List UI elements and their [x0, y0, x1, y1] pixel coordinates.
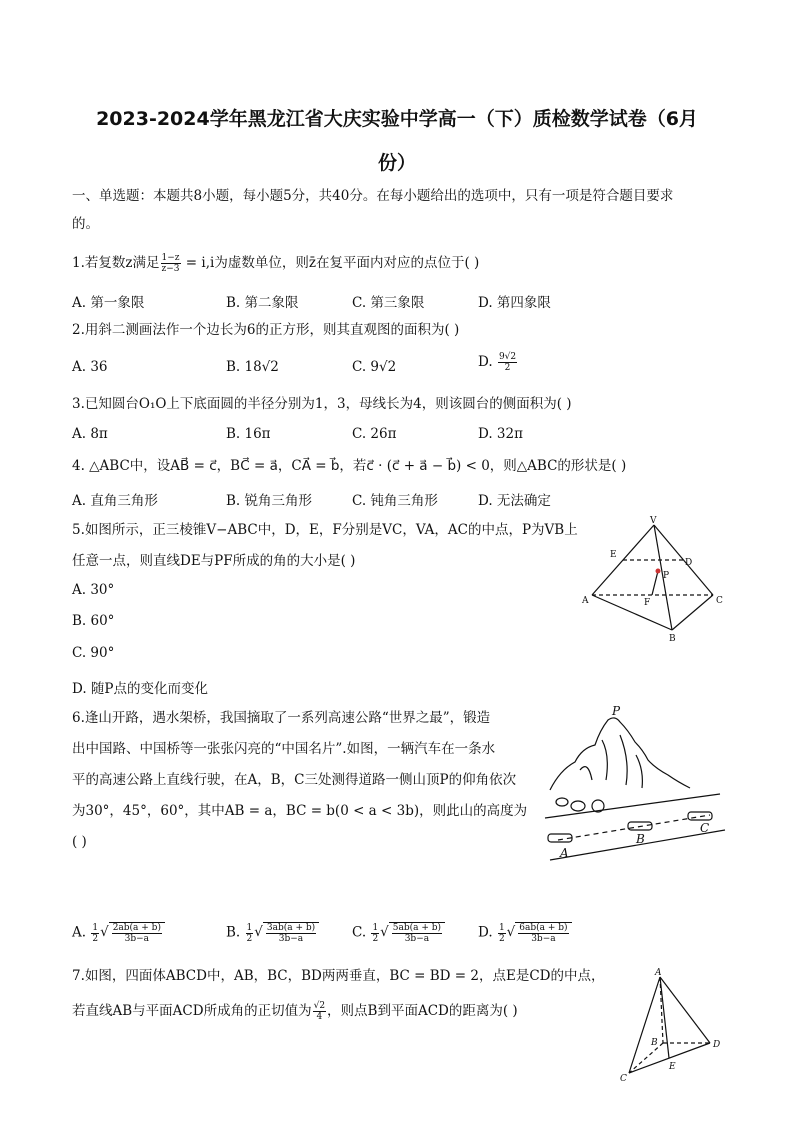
- q6-stem-line4: 为30°，45°，60°，其中AB = a，BC = b(0 < a < 3b)，则此山的高度为: [72, 803, 528, 819]
- q6-stem-line5: ( ): [72, 834, 87, 850]
- q7-tetrahedron-figure: [615, 965, 730, 1085]
- q2-option-d-frac: [498, 352, 517, 373]
- mountain-ridge-2: [602, 740, 607, 780]
- q4-option-a[interactable]: A. 直角三角形: [72, 493, 158, 509]
- q4-stem: 4. △ABC中，设AB⃗ = c⃗，BC⃗ = a⃗，CA⃗ = b⃗，若c⃗ · (c⃗ + a⃗ − b⃗) < 0，则△ABC的形状是( ): [72, 458, 627, 474]
- q3-option-a[interactable]: A. 8π: [72, 426, 108, 442]
- point-p: [656, 569, 661, 574]
- q1-frac-num: 1−z: [161, 253, 180, 263]
- q5-option-a[interactable]: A. 30°: [72, 582, 115, 598]
- label-e: E: [669, 1062, 676, 1072]
- q5-pyramid-figure: [580, 515, 730, 645]
- q5-stem-line2: 任意一点，则直线DE与PF所成的角的大小是( ): [72, 553, 356, 569]
- q7-stem-line2: [72, 1001, 518, 1022]
- page-title-line1: 2023-2024学年黑龙江省大庆实验中学高一（下）质检数学试卷（6月: [96, 108, 698, 130]
- mountain-ridge-4: [636, 755, 642, 788]
- q1-frac-den: z−3: [161, 264, 180, 274]
- section-header-line1: 一、单选题：本题共8小题，每小题5分，共40分。在每小题给出的选项中，只有一项是符合题目要求: [72, 188, 674, 204]
- q6-d-prefix: D.: [478, 924, 497, 941]
- edge-ab: [592, 595, 672, 630]
- mountain-ridge-1: [580, 767, 592, 780]
- q3-stem: 3.已知圆台O₁O上下底面圆的半径分别为1，3，母线长为4，则该圆台的侧面积为( ): [72, 396, 572, 412]
- segment-ae: [660, 977, 669, 1058]
- q2-option-d[interactable]: [478, 352, 518, 373]
- car-c: [688, 812, 712, 820]
- q3-option-b[interactable]: B. 16π: [226, 426, 271, 442]
- q6-c-rad-den: 3b−a: [404, 934, 430, 944]
- q2-stem: 2.用斜二测画法作一个边长为6的正方形，则其直观图的面积为( ): [72, 322, 460, 338]
- q6-b-rad-den: 3b−a: [278, 934, 304, 944]
- q6-d-rad-num: 6ab(a + b): [519, 923, 568, 933]
- q1-stem-b: = i,i为虚数单位，则z̄在复平面内对应的点位于( ): [181, 255, 480, 271]
- q6-stem-line3: 平的高速公路上直线行驶，在A，B，C三处测得道路一侧山顶P的仰角依次: [72, 772, 517, 788]
- q4-option-d[interactable]: D. 无法确定: [478, 493, 551, 509]
- q1-option-c[interactable]: C. 第三象限: [352, 295, 425, 311]
- q6-mountain-figure: [540, 700, 730, 865]
- label-p: P: [663, 571, 670, 581]
- q7-stem-line2b: ，则点B到平面ACD的距离为( ): [327, 1003, 518, 1019]
- label-a: A: [655, 968, 662, 978]
- q2-option-a[interactable]: A. 36: [72, 359, 108, 375]
- q2-option-b[interactable]: B. 18√2: [226, 359, 279, 375]
- mountain-ridge-3: [620, 735, 627, 785]
- q6-d-half: [498, 923, 506, 944]
- label-c: C: [700, 821, 710, 835]
- q1-option-a[interactable]: A. 第一象限: [72, 295, 145, 311]
- q6-a-prefix: A.: [72, 924, 91, 941]
- label-c: C: [716, 596, 723, 606]
- label-f: F: [644, 598, 651, 608]
- q6-option-b[interactable]: [226, 922, 319, 944]
- q6-d-radical: √ $\frac{6ab(a + b)}{3b-a}$: [507, 922, 572, 944]
- q7-frac-den: 4: [316, 1012, 323, 1022]
- q6-stem-line2: 出中国路、中国桥等一张张闪亮的“中国名片”.如图，一辆汽车在一条水: [72, 741, 496, 757]
- segment-pf: [652, 571, 658, 595]
- label-b: B: [651, 1038, 658, 1048]
- q6-a-radical: √ $\frac{2ab(a + b)}{3b-a}$: [100, 922, 165, 944]
- q2-d-den: 2: [504, 363, 511, 373]
- rock-1: [556, 798, 568, 806]
- q6-d-half-den: 2: [498, 933, 505, 944]
- q6-b-half-num: 1: [246, 922, 253, 933]
- label-a: A: [560, 846, 569, 860]
- q1-option-b[interactable]: B. 第二象限: [226, 295, 299, 311]
- q1-stem-a: 1.若复数z满足: [72, 255, 160, 271]
- edge-bc: [672, 595, 713, 630]
- q1-stem: [72, 253, 479, 274]
- q6-a-half-num: 1: [92, 922, 99, 933]
- q6-b-rad-num: 3ab(a + b): [266, 923, 316, 933]
- label-e: E: [610, 550, 617, 560]
- q6-c-rad-num: 5ab(a + b): [392, 923, 442, 933]
- label-b: B: [636, 832, 645, 846]
- q3-option-d[interactable]: D. 32π: [478, 426, 523, 442]
- q6-a-half: [91, 923, 99, 944]
- label-p: P: [612, 704, 621, 718]
- q6-c-half-den: 2: [372, 933, 379, 944]
- label-c: C: [620, 1074, 627, 1084]
- q6-option-a[interactable]: [72, 922, 165, 944]
- section-header-line2: 的。: [72, 216, 99, 232]
- q7-stem-line1: 7.如图，四面体ABCD中，AB，BC，BD两两垂直，BC = BD = 2，点E是CD的中点，: [72, 968, 605, 984]
- q6-a-half-den: 2: [92, 933, 99, 944]
- q6-stem-line1: 6.逢山开路，遇水架桥，我国摘取了一系列高速公路“世界之最”，锻造: [72, 710, 491, 726]
- q6-d-half-num: 1: [498, 922, 505, 933]
- q6-c-half-num: 1: [372, 922, 379, 933]
- label-b: B: [669, 634, 676, 644]
- q5-option-d[interactable]: D. 随P点的变化而变化: [72, 681, 209, 697]
- q6-option-d[interactable]: [478, 922, 572, 944]
- q6-c-prefix: C.: [352, 924, 371, 941]
- q6-a-rad-den: 3b−a: [124, 934, 150, 944]
- q6-option-c[interactable]: [352, 922, 445, 944]
- edge-ad: [660, 977, 710, 1043]
- q6-b-radical: √ $\frac{3ab(a + b)}{3b-a}$: [254, 922, 319, 944]
- q6-d-rad-den: 3b−a: [531, 934, 556, 944]
- q7-frac-num: √2: [313, 1001, 326, 1011]
- q1-option-d[interactable]: D. 第四象限: [478, 295, 551, 311]
- q4-option-c[interactable]: C. 钝角三角形: [352, 493, 438, 509]
- q4-option-b[interactable]: B. 锐角三角形: [226, 493, 313, 509]
- q6-b-half-den: 2: [246, 933, 253, 944]
- rock-2: [571, 801, 585, 811]
- q3-option-c[interactable]: C. 26π: [352, 426, 397, 442]
- label-v: V: [650, 516, 657, 526]
- q2-d-num: 9√2: [498, 352, 517, 362]
- q2-option-d-prefix: D.: [478, 354, 497, 370]
- label-a: A: [582, 596, 589, 606]
- q6-c-half: [371, 923, 379, 944]
- q5-option-b[interactable]: B. 60°: [72, 613, 115, 629]
- edge-vc: [654, 525, 713, 595]
- mountain-outline: [550, 718, 690, 790]
- q5-stem-line1: 5.如图所示，正三棱锥V−ABC中，D，E，F分别是VC，VA，AC的中点，P为VB上: [72, 522, 578, 538]
- q5-option-c[interactable]: C. 90°: [72, 645, 115, 661]
- q2-option-c[interactable]: C. 9√2: [352, 359, 397, 375]
- q7-stem-line2a: 若直线AB与平面ACD所成角的正切值为: [72, 1003, 312, 1019]
- label-d: D: [685, 558, 693, 568]
- label-d: D: [713, 1040, 721, 1050]
- page-title-line2: 份）: [377, 152, 416, 174]
- q6-a-rad-num: 2ab(a + b): [112, 923, 161, 933]
- q6-b-prefix: B.: [226, 924, 245, 941]
- q6-c-radical: √ $\frac{5ab(a + b)}{3b-a}$: [380, 922, 445, 944]
- q1-fraction: [161, 253, 181, 274]
- q6-b-half: [246, 923, 254, 944]
- q7-fraction: [313, 1001, 326, 1022]
